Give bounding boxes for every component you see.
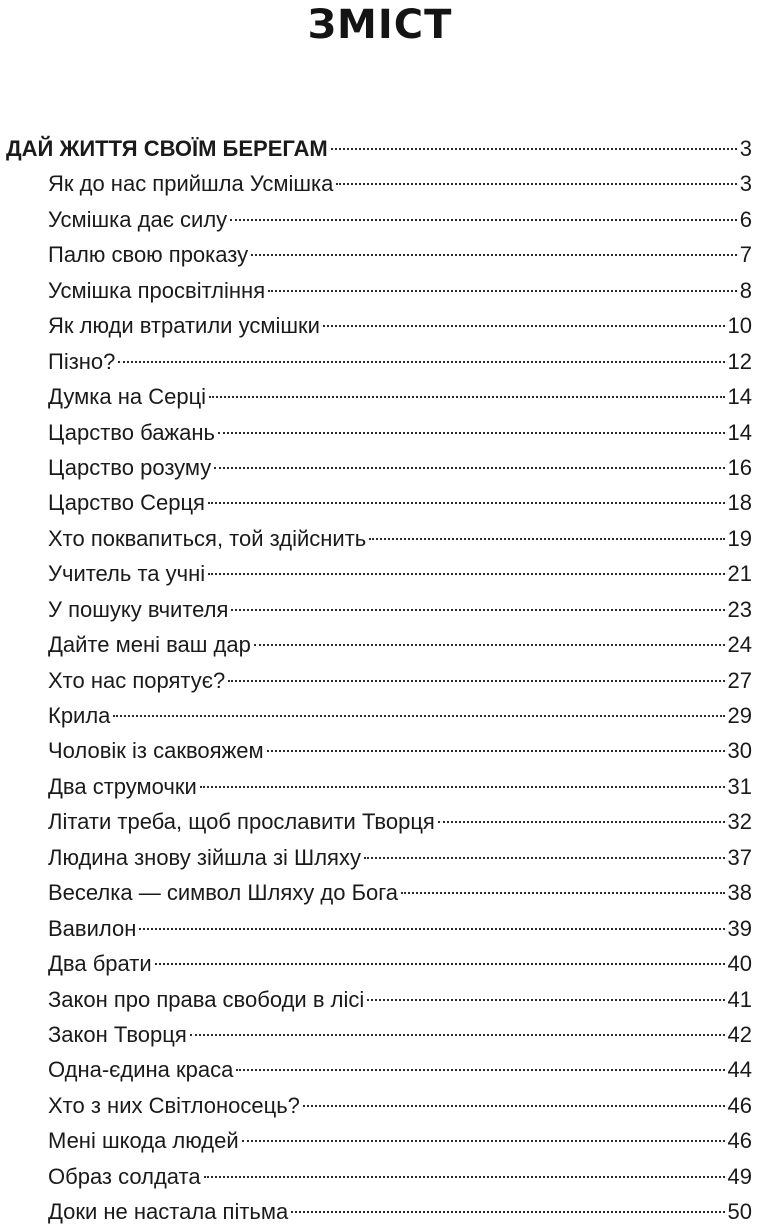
- toc-entry: [0, 521, 760, 556]
- toc-entry: [0, 592, 760, 627]
- toc-entry: [0, 769, 760, 804]
- toc-leader-dots: [208, 573, 724, 575]
- toc-entry-page: 16: [727, 454, 752, 480]
- toc-entry-page: 10: [727, 313, 752, 339]
- toc-entry-page: 41: [727, 986, 752, 1012]
- toc-entry-page: 8: [739, 277, 752, 303]
- toc-entry: [0, 804, 760, 839]
- toc-entry: [0, 485, 760, 520]
- toc-leader-dots: [230, 219, 737, 221]
- toc-entry-title: Хто поквапиться, той здійснить: [48, 525, 367, 551]
- toc-entry-page: 46: [727, 1128, 752, 1154]
- toc-section-heading: [0, 131, 760, 166]
- toc-entry-title: Думка на Серці: [48, 384, 207, 410]
- toc-entry-title: Два брати: [48, 951, 152, 977]
- toc-leader-dots: [139, 928, 724, 930]
- toc-leader-dots: [118, 361, 724, 363]
- toc-entry-title: Одна-єдина краса: [48, 1057, 234, 1083]
- toc-entry: [0, 273, 760, 308]
- toc-entry: [0, 875, 760, 910]
- toc-section-title: ДАЙ ЖИТТЯ СВОЇМ БЕРЕГАМ: [6, 136, 328, 161]
- toc-entry-page: 12: [727, 348, 752, 374]
- toc-entry-page: 32: [727, 809, 752, 835]
- toc-entry-page: 49: [727, 1163, 752, 1189]
- toc-leader-dots: [367, 999, 724, 1001]
- toc-entry-title: Людина знову зійшла зі Шляху: [48, 844, 361, 870]
- toc-entry-page: 46: [727, 1092, 752, 1118]
- toc-entry: [0, 379, 760, 414]
- toc-leader-dots: [291, 1211, 724, 1213]
- toc-leader-dots: [208, 502, 725, 504]
- toc-leader-dots: [231, 609, 724, 611]
- toc-entry: [0, 663, 760, 698]
- toc-entry-page: 23: [727, 596, 752, 622]
- page-title: ЗМІСТ: [307, 2, 453, 48]
- toc-entry-title: Учитель та учні: [48, 561, 206, 587]
- toc-leader-dots: [268, 290, 737, 292]
- toc-entry: [0, 946, 760, 981]
- toc-entry: [0, 1159, 760, 1194]
- toc-entry: [0, 1123, 760, 1158]
- toc-entry-title: Образ солдата: [48, 1163, 201, 1189]
- toc-entry: [0, 450, 760, 485]
- toc-entry-title: Крила: [48, 703, 111, 728]
- toc-entry-title: Як до нас прийшла Усмішка: [48, 171, 334, 197]
- toc-entry: [0, 840, 760, 875]
- toc-entry: [0, 202, 760, 237]
- toc-entry-page: 37: [727, 844, 752, 870]
- toc-leader-dots: [336, 183, 736, 185]
- toc-entry: [0, 982, 760, 1017]
- toc-entry-page: 44: [727, 1057, 752, 1083]
- toc-leader-dots: [190, 1034, 725, 1036]
- toc-entry: [0, 415, 760, 450]
- toc-entry-title: Царство розуму: [48, 454, 212, 480]
- toc-leader-dots: [214, 467, 724, 469]
- toc-entry-title: Хто з них Світлоносець?: [48, 1092, 300, 1118]
- toc-leader-dots: [218, 432, 725, 434]
- toc-entry-page: 38: [727, 880, 752, 906]
- toc-entry-page: 40: [727, 951, 752, 977]
- toc-entry-title: Дайте мені ваш дар: [48, 632, 251, 658]
- toc-entry-page: 6: [739, 206, 752, 232]
- toc-leader-dots: [369, 538, 724, 540]
- toc-entry: [0, 1052, 760, 1087]
- toc-entry-page: 30: [727, 738, 752, 764]
- toc-entry-title: Царство бажань: [48, 419, 215, 445]
- toc-entry-title: Пізно?: [48, 348, 116, 374]
- toc-entry-page: 29: [727, 703, 752, 728]
- toc-entry-page: 14: [727, 419, 752, 445]
- toc-leader-dots: [438, 821, 725, 823]
- toc-leader-dots: [228, 680, 724, 682]
- toc-entry: [0, 911, 760, 946]
- toc-leader-dots: [242, 1140, 725, 1142]
- toc-entry-title: Закон Творця: [48, 1021, 187, 1047]
- toc-entry-page: 19: [727, 525, 752, 551]
- toc-entry-title: Усмішка дає силу: [48, 206, 228, 232]
- toc-entry: [0, 344, 760, 379]
- toc-entry-title: Чоловік із саквояжем: [48, 738, 264, 764]
- toc-entry-title: Вавилон: [48, 915, 137, 941]
- toc-entry: [0, 237, 760, 272]
- toc-entry-title: Веселка — символ Шляху до Бога: [48, 880, 399, 906]
- toc-leader-dots: [323, 325, 725, 327]
- toc-entry-title: Закон про права свободи в лісі: [48, 986, 365, 1012]
- table-of-contents: [0, 131, 760, 1230]
- toc-entry-page: 50: [727, 1199, 752, 1225]
- toc-entry-page: 21: [727, 561, 752, 587]
- toc-section-page: 3: [739, 136, 752, 161]
- toc-entry-page: 39: [727, 915, 752, 941]
- toc-entry: [0, 698, 760, 733]
- toc-entry: [0, 1088, 760, 1123]
- toc-leader-dots: [401, 892, 724, 894]
- toc-leader-dots: [200, 786, 725, 788]
- toc-leader-dots: [303, 1105, 725, 1107]
- toc-entry: [0, 1017, 760, 1052]
- toc-leader-dots: [251, 254, 737, 256]
- toc-leader-dots: [155, 963, 725, 965]
- toc-entry-title: Доки не настала пітьма: [48, 1199, 289, 1225]
- toc-leader-dots: [254, 644, 725, 646]
- toc-entry: [0, 166, 760, 201]
- toc-entry-page: 24: [727, 632, 752, 658]
- toc-entry-title: Палю свою проказу: [48, 242, 249, 268]
- toc-leader-dots: [209, 396, 724, 398]
- toc-entry-title: Царство Серця: [48, 490, 205, 516]
- toc-entry: [0, 556, 760, 591]
- toc-entry-title: Усмішка просвітління: [48, 277, 266, 303]
- toc-entry-title: Як люди втратили усмішки: [48, 313, 320, 339]
- toc-entry-page: 31: [727, 773, 752, 799]
- toc-leader-dots: [267, 750, 725, 752]
- toc-entry-title: Літати треба, щоб прославити Творця: [48, 809, 435, 835]
- toc-entry-page: 14: [727, 384, 752, 410]
- toc-leader-dots: [331, 148, 737, 150]
- toc-entry-title: У пошуку вчителя: [48, 596, 229, 622]
- toc-entry-page: 42: [727, 1021, 752, 1047]
- toc-entry-page: 27: [727, 667, 752, 693]
- toc-entry-title: Два струмочки: [48, 773, 197, 799]
- toc-leader-dots: [364, 857, 725, 859]
- toc-entry-page: 18: [727, 490, 752, 516]
- toc-entry-title: Мені шкода людей: [48, 1128, 239, 1154]
- toc-entry-title: Хто нас порятує?: [48, 667, 226, 693]
- toc-leader-dots: [204, 1176, 725, 1178]
- toc-entry-page: 3: [739, 171, 752, 197]
- toc-entry: [0, 627, 760, 662]
- toc-entry: [0, 733, 760, 768]
- toc-leader-dots: [113, 715, 724, 717]
- toc-leader-dots: [236, 1069, 724, 1071]
- toc-entry: [0, 1194, 760, 1229]
- toc-entry: [0, 308, 760, 343]
- toc-entry-page: 7: [739, 242, 752, 268]
